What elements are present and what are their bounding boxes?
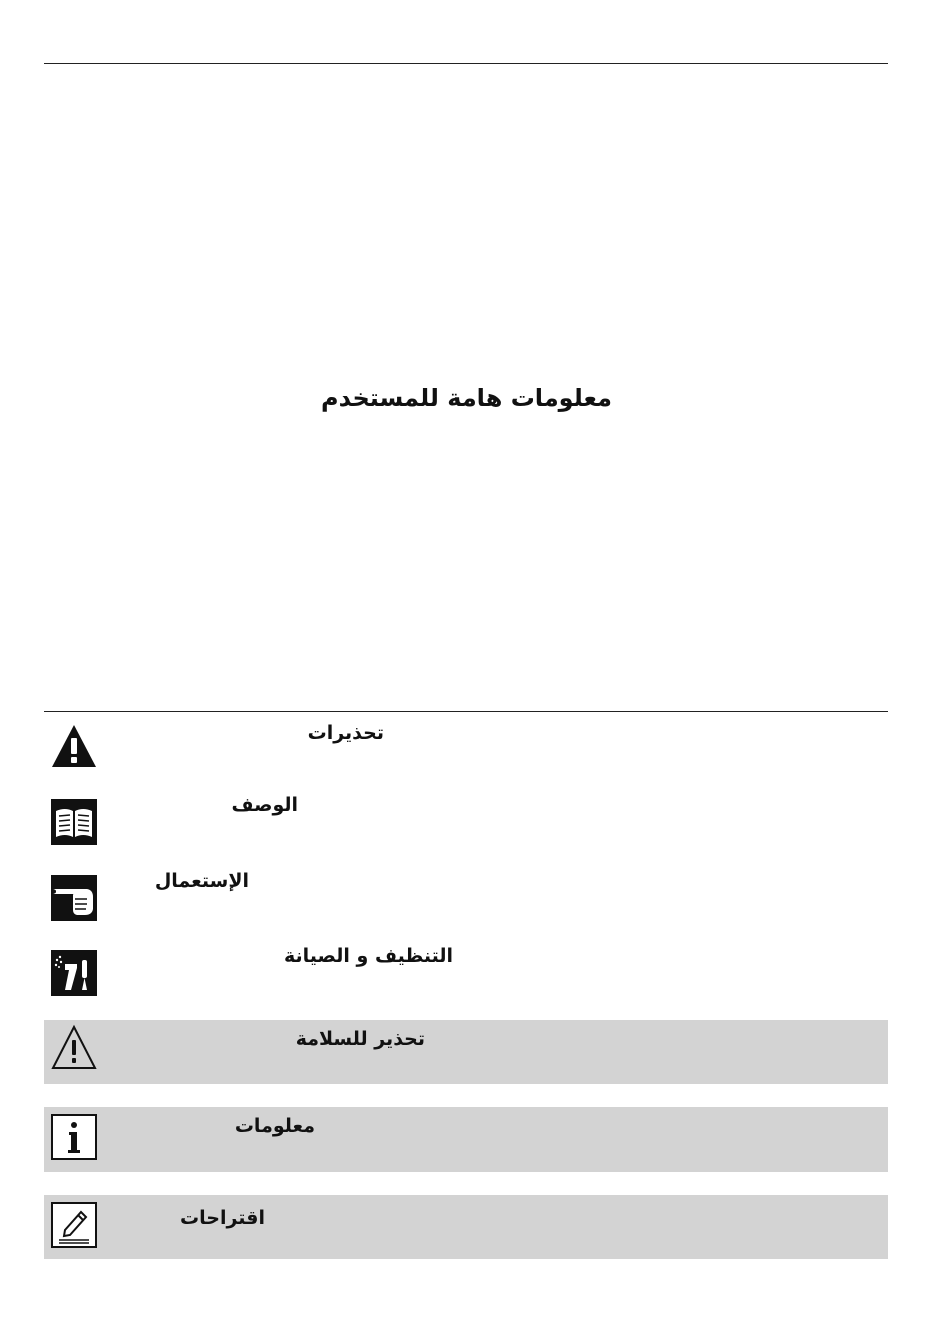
legend-label-description: الوصف — [231, 794, 298, 816]
warning-triangle-outline-icon — [51, 1024, 97, 1070]
info-icon — [51, 1114, 97, 1160]
legend-row-usage — [44, 870, 888, 926]
legend-label-safety: تحذير للسلامة — [295, 1028, 425, 1050]
legend-label-information: معلومات — [234, 1115, 315, 1137]
pointing-hand-icon — [51, 875, 97, 921]
legend-row-information — [44, 1107, 888, 1172]
open-book-icon — [51, 799, 97, 845]
section-divider — [44, 711, 888, 712]
legend-label-cleaning: التنظيف و الصيانة — [283, 945, 453, 967]
legend-row-cleaning — [44, 945, 888, 1001]
legend-label-warnings: تحذيرات — [307, 722, 384, 744]
legend-row-warnings — [44, 718, 888, 774]
legend-row-safety — [44, 1020, 888, 1084]
pencil-note-icon — [51, 1202, 97, 1248]
legend-label-usage: الإستعمال — [154, 870, 249, 892]
warning-triangle-filled-icon — [51, 723, 97, 769]
page-title: معلومات هامة للمستخدم — [321, 384, 612, 412]
top-divider — [44, 63, 888, 64]
legend-row-tips — [44, 1195, 888, 1259]
legend-row-description — [44, 794, 888, 850]
legend-label-tips: اقتراحات — [180, 1207, 265, 1229]
spray-cleaning-icon — [51, 950, 97, 996]
